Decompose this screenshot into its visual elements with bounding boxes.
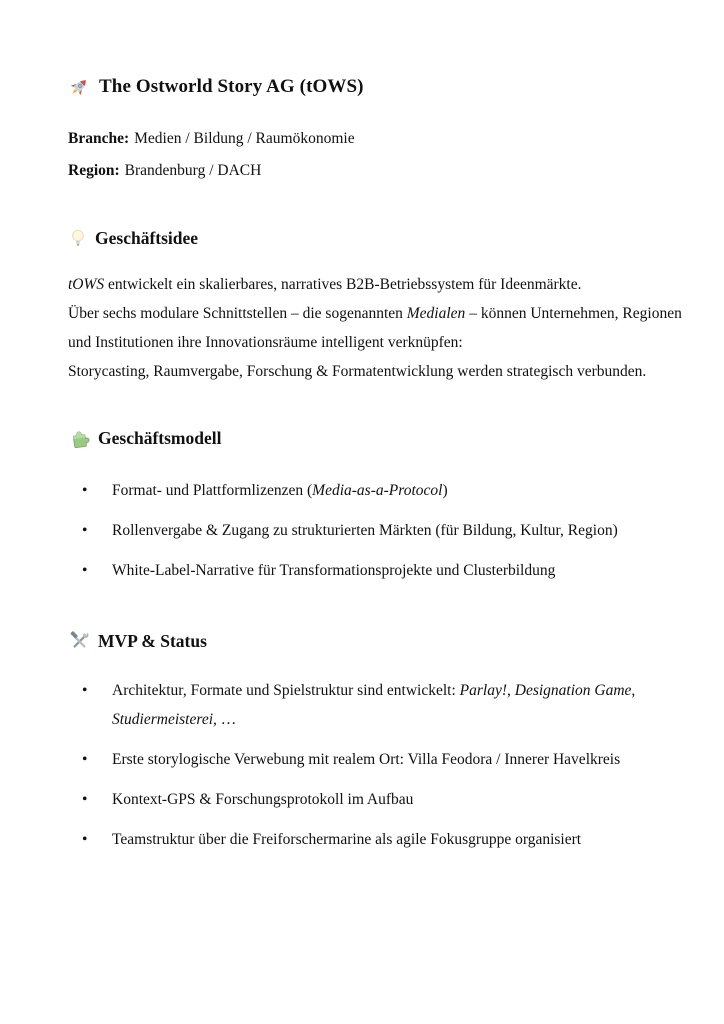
hammer-wrench-icon [68, 630, 91, 653]
paragraph-line: Über sechs modulare Schnittstellen – die sogenannten Medialen – können Unternehmen, Regionen [68, 305, 682, 322]
list-item [68, 785, 656, 814]
business-model-list [68, 476, 656, 585]
bullet-marker: • [82, 522, 88, 539]
page-title-text: The Ostworld Story AG (tOWS) [99, 76, 364, 97]
region-value: Brandenburg / DACH [124, 162, 262, 179]
list-item-text: Kontext-GPS & Forschungsprotokoll im Aufbau [112, 791, 414, 808]
list-item-text: Format- und Plattformlizenzen (Media-as-a-Protocol) [112, 482, 448, 499]
rocket-icon [68, 76, 90, 98]
page-title [68, 74, 656, 100]
section-heading-text: MVP & Status [98, 631, 207, 651]
region-row [68, 160, 656, 182]
list-item [68, 476, 656, 505]
region-label: Region: [68, 162, 120, 179]
branche-label: Branche: [68, 130, 130, 147]
list-item [68, 516, 656, 545]
section-heading-mvp-status [68, 628, 656, 654]
light-bulb-icon [68, 227, 88, 249]
puzzle-piece-icon [68, 427, 91, 450]
paragraph-line: Storycasting, Raumvergabe, Forschung & Formatentwicklung werden strategisch verbunden. [68, 363, 647, 380]
list-item-text: Erste storylogische Verwebung mit realem Ort: Villa Feodora / Innerer Havelkreis [112, 751, 621, 768]
list-item [68, 745, 656, 774]
branche-value: Medien / Bildung / Raumökonomie [134, 130, 355, 147]
bullet-marker: • [82, 482, 88, 499]
paragraph-line: und Institutionen ihre Innovationsräume intelligent verknüpfen: [68, 334, 463, 351]
list-item-text: Teamstruktur über die Freiforschermarine als agile Fokusgruppe organisiert [112, 831, 582, 848]
list-item-text: Rollenvergabe & Zugang zu strukturierten Märkten (für Bildung, Kultur, Region) [112, 522, 618, 539]
section-heading-geschaeftsidee [68, 225, 656, 251]
mvp-status-list [68, 676, 656, 854]
list-item-text: White-Label-Narrative für Transformationsprojekte und Clusterbildung [112, 562, 556, 579]
paragraph-line: tOWS entwickelt ein skalierbares, narratives B2B-Betriebssystem für Ideenmärkte. [68, 276, 582, 293]
branche-row [68, 128, 656, 150]
bullet-marker: • [82, 791, 88, 808]
list-item-text: Architektur, Formate und Spielstruktur sind entwickelt: Parlay!, Designation Game, Studiermeisterei, … [112, 682, 636, 728]
list-item [68, 556, 656, 585]
section-heading-text: Geschäftsidee [95, 228, 199, 248]
bullet-marker: • [82, 751, 88, 768]
business-idea-paragraph [68, 270, 682, 386]
list-item [68, 676, 656, 734]
section-heading-geschaeftsmodell [68, 425, 656, 451]
bullet-marker: • [82, 562, 88, 579]
list-item [68, 825, 656, 854]
bullet-marker: • [82, 831, 88, 848]
bullet-marker: • [82, 682, 88, 699]
section-heading-text: Geschäftsmodell [98, 428, 222, 448]
